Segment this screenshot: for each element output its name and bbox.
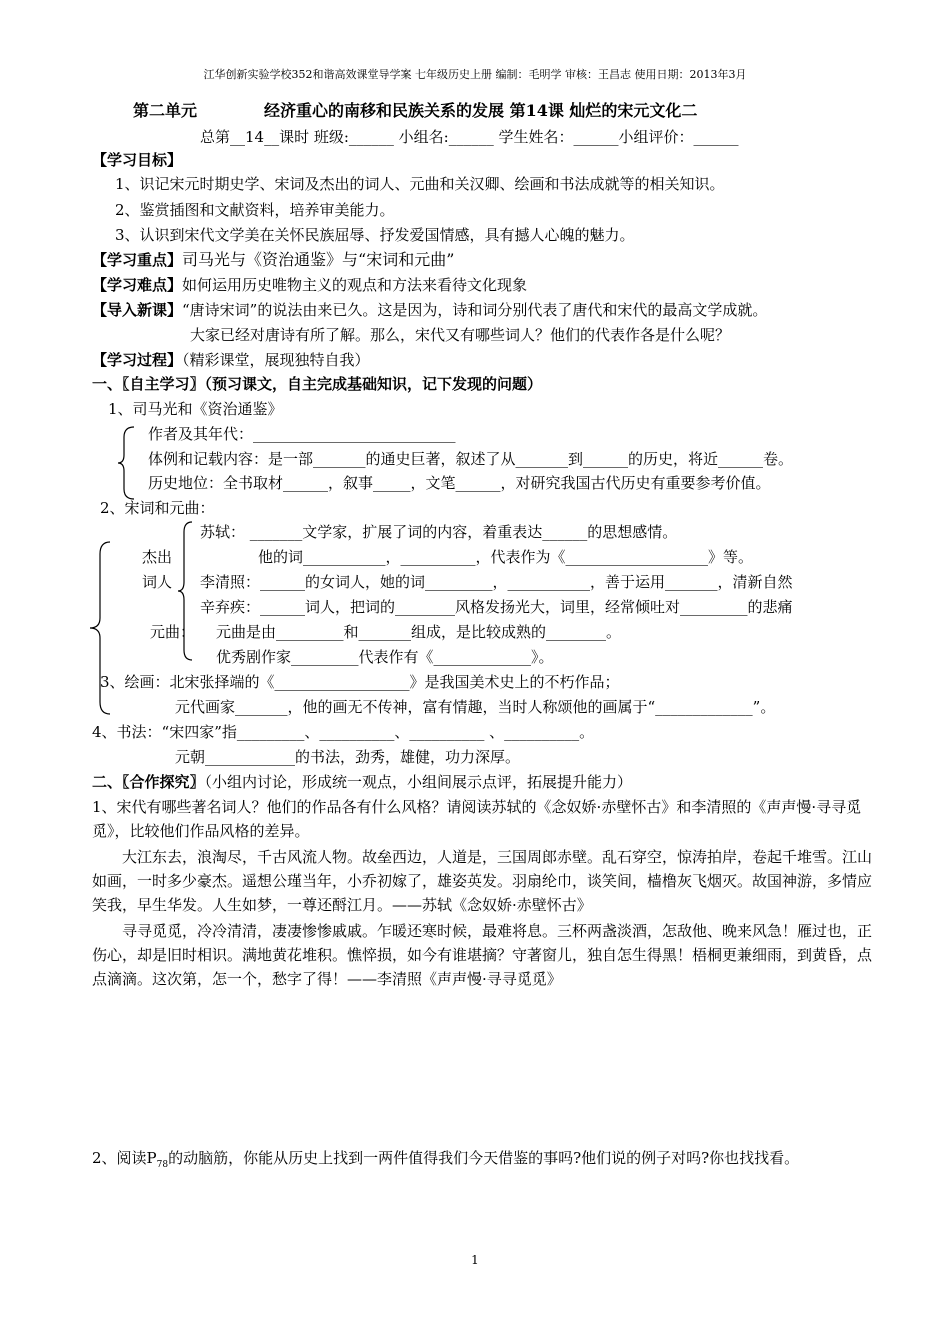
poets-group-label-2: 词人: [142, 573, 173, 591]
section2-heading-bold: 二、〖合作探究〗: [92, 773, 205, 791]
process-text: （精彩课堂，展现独特自我）: [182, 351, 370, 369]
yuanqu-line-1: 元曲是由_________和_______组成，是比较成熟的________。: [216, 623, 622, 641]
songci-title: 2、宋词和元曲：: [100, 499, 215, 517]
yuanqu-line-2: 优秀剧作家_________代表作有《_____________》。: [216, 648, 554, 666]
sima-status: 历史地位：全书取材______，叙事_____，文笔______，对研究我国古代历史有重要参考价值。: [148, 474, 771, 492]
liqingzhao-line: 李清照：______的女词人，她的词_________，___________，善于运用_______，清新自然: [200, 573, 793, 591]
poem-sushi: 大江东去，浪淘尽，千古风流人物。故垒西边，人道是，三国周郎赤壁。乱石穿空，惊涛拍岸，卷起千堆雪。江山如画，一时多少豪杰。遥想公瑾当年，小乔初嫁了，雄姿英发。羽扇纶巾，谈笑间，樯橹灰飞烟灭。故国神游，多情应笑我，早生华发。人生如梦，一尊还酹江月。——苏轼《念奴娇·赤壁怀古》: [92, 848, 873, 914]
section2-heading: [92, 772, 632, 792]
question-2-post: 的动脑筋，你能从历史上找到一两件值得我们今天借鉴的事吗?他们说的例子对吗?你也找找看。: [168, 1149, 800, 1167]
sima-author: 作者及其年代：___________________________: [148, 425, 456, 443]
question-2: [92, 1148, 799, 1175]
sima-brace-icon: [116, 425, 138, 501]
sima-title: 1、司马光和《资治通鉴》: [108, 400, 283, 418]
difficulty-label: 【学习难点】: [92, 276, 183, 294]
intro-row: [92, 300, 767, 320]
unit-title: 第二单元: [133, 101, 198, 120]
yuanqu-label: 元曲：: [150, 623, 196, 641]
question-2-pre: 2、阅读P: [92, 1149, 157, 1167]
goal-item-3: 3、认识到宋代文学美在关怀民族屈辱、抒发爱国情感，具有撼人心魄的魅力。: [115, 226, 635, 244]
xinqiji-line: 辛弃疾：______词人，把词的________风格发扬光大，词里，经常倾吐对_________的悲痛: [200, 598, 793, 616]
sushi-line-1: 苏轼： _______文学家，扩展了词的内容，着重表达______的思想感情。: [200, 523, 678, 541]
question-2-page-sub: 78: [156, 1160, 169, 1170]
document-header: 江华创新实验学校352和谐高效课堂导学案 七年级历史上册 编制：毛明学 审核：王昌志 使用日期：2013年3月: [203, 68, 747, 81]
goals-label: 【学习目标】: [92, 151, 183, 169]
info-line: 总第__14__课时 班级:______ 小组名:______ 学生姓名：______小组评价：______: [200, 128, 739, 146]
difficulty-row: [92, 275, 527, 295]
section2-heading-rest: （小组内讨论，形成统一观点，小组间展示点评，拓展提升能力）: [204, 773, 633, 791]
intro-label: 【导入新课】: [92, 301, 183, 319]
section1-heading: 一、〖自主学习〗（预习课文，自主完成基础知识，记下发现的问题）: [92, 375, 543, 393]
difficulty-text: 如何运用历史唯物主义的观点和方法来看待文化现象: [182, 276, 528, 294]
calligraphy-line-2: 元朝____________的书法，劲秀，雄健，功力深厚。: [175, 748, 521, 766]
lesson-title: 经济重心的南移和民族关系的发展 第14课 灿烂的宋元文化二: [264, 101, 698, 120]
goal-item-1: 1、识记宋元时期史学、宋词及杰出的词人、元曲和关汉卿、绘画和书法成就等的相关知识。: [115, 175, 725, 193]
poem-liqingzhao: 寻寻觅觅，冷冷清清，凄凄惨惨戚戚。乍暖还寒时候，最难将息。三杯两盏淡酒，怎敌他、晚来风急！雁过也，正伤心，却是旧时相识。满地黄花堆积。憔悴损，如今有谁堪摘？守著窗儿，独自怎生得黑！梧桐更兼细雨，到黄昏，点点滴滴。这次第，怎一个，愁字了得！——李清照《声声慢·寻寻觅觅》: [92, 922, 873, 988]
painting-line-2: 元代画家_______，他的画无不传神，富有情趣，当时人称颂他的画属于“_____________”。: [175, 698, 776, 716]
intro-line-1: “唐诗宋词”的说法由来已久。这是因为，诗和词分别代表了唐代和宋代的最高文学成就。: [182, 301, 768, 319]
focus-row: [92, 250, 454, 270]
process-label: 【学习过程】: [92, 351, 183, 369]
calligraphy-line-1: 4、书法：“宋四家”指_________、__________、__________ 、__________。: [92, 723, 595, 741]
sushi-line-2: 他的词___________，__________，代表作为《___________________》等。: [258, 548, 754, 566]
sima-style: 体例和记载内容：是一部_______的通史巨著，叙述了从_______到______的历史，将近______卷。: [148, 450, 794, 468]
goal-item-2: 2、鉴赏插图和文献资料，培养审美能力。: [115, 201, 395, 219]
process-row: [92, 350, 370, 370]
question-1: 1、宋代有哪些著名词人？他们的作品各有什么风格？请阅读苏轼的《念奴娇·赤壁怀古》和李清照的《声声慢·寻寻觅觅》，比较他们作品风格的差异。: [92, 798, 862, 840]
focus-label: 【学习重点】: [92, 251, 183, 269]
intro-line-2: 大家已经对唐诗有所了解。那么，宋代又有哪些词人？他们的代表作各是什么呢？: [190, 326, 731, 344]
poets-group-label-1: 杰出: [142, 548, 173, 566]
painting-line-1: 3、绘画：北宋张择端的《__________________》是我国美术史上的不朽作品；: [100, 673, 620, 691]
focus-text: 司马光与《资治通鉴》与“宋词和元曲”: [182, 250, 455, 269]
page-number: 1: [471, 1253, 479, 1267]
